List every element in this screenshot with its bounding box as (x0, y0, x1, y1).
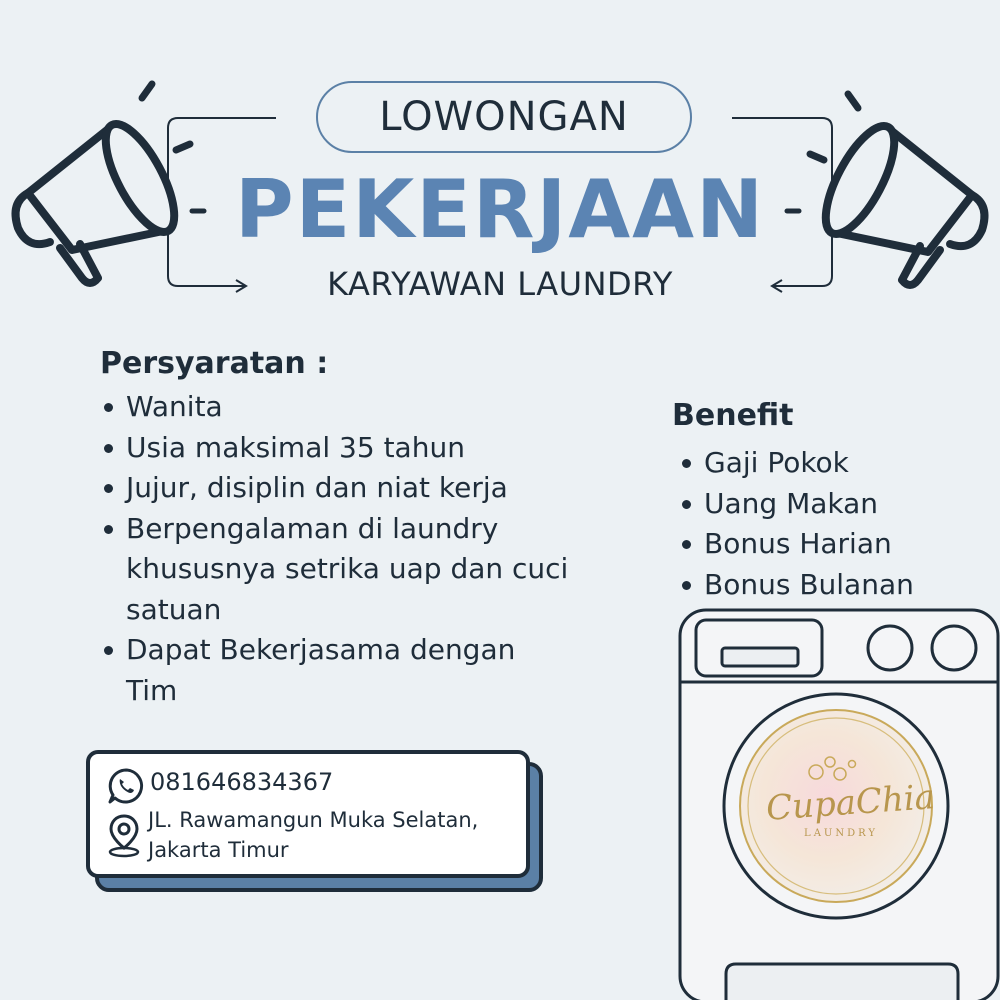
list-item: Jujur, disiplin dan niat kerja (100, 468, 600, 509)
requirements-title: Persyaratan : (100, 346, 329, 381)
pill-text: LOWONGAN (379, 94, 629, 140)
whatsapp-icon (106, 766, 146, 806)
location-pin-icon (106, 812, 142, 858)
phone-number[interactable]: 081646834367 (150, 768, 334, 796)
list-item: Gaji Pokok (678, 443, 978, 484)
contact-card (86, 750, 530, 878)
list-item: Wanita (100, 387, 600, 428)
address-line-2: Jakarta Timur (148, 838, 289, 862)
headline: PEKERJAAN (234, 163, 766, 256)
title-pill (316, 81, 692, 153)
list-item: Bonus Harian (678, 524, 978, 565)
logo-tagline: LAUNDRY (804, 828, 878, 839)
address-line-1: JL. Rawamangun Muka Selatan, (148, 808, 479, 832)
requirements-list (100, 387, 600, 711)
list-item: Berpengalaman di laundry khususnya setrika uap dan cuci satuan (100, 509, 596, 631)
list-item: Usia maksimal 35 tahun (100, 428, 600, 469)
logo-brand-text: CupaChia (764, 777, 937, 829)
list-item: Uang Makan (678, 484, 978, 525)
list-item: Dapat Bekerjasama dengan Tim (100, 630, 556, 711)
benefits-list (678, 443, 978, 605)
benefits-title: Benefit (672, 398, 794, 433)
list-item: Bonus Bulanan (678, 565, 978, 606)
subheadline: KARYAWAN LAUNDRY (327, 265, 673, 303)
